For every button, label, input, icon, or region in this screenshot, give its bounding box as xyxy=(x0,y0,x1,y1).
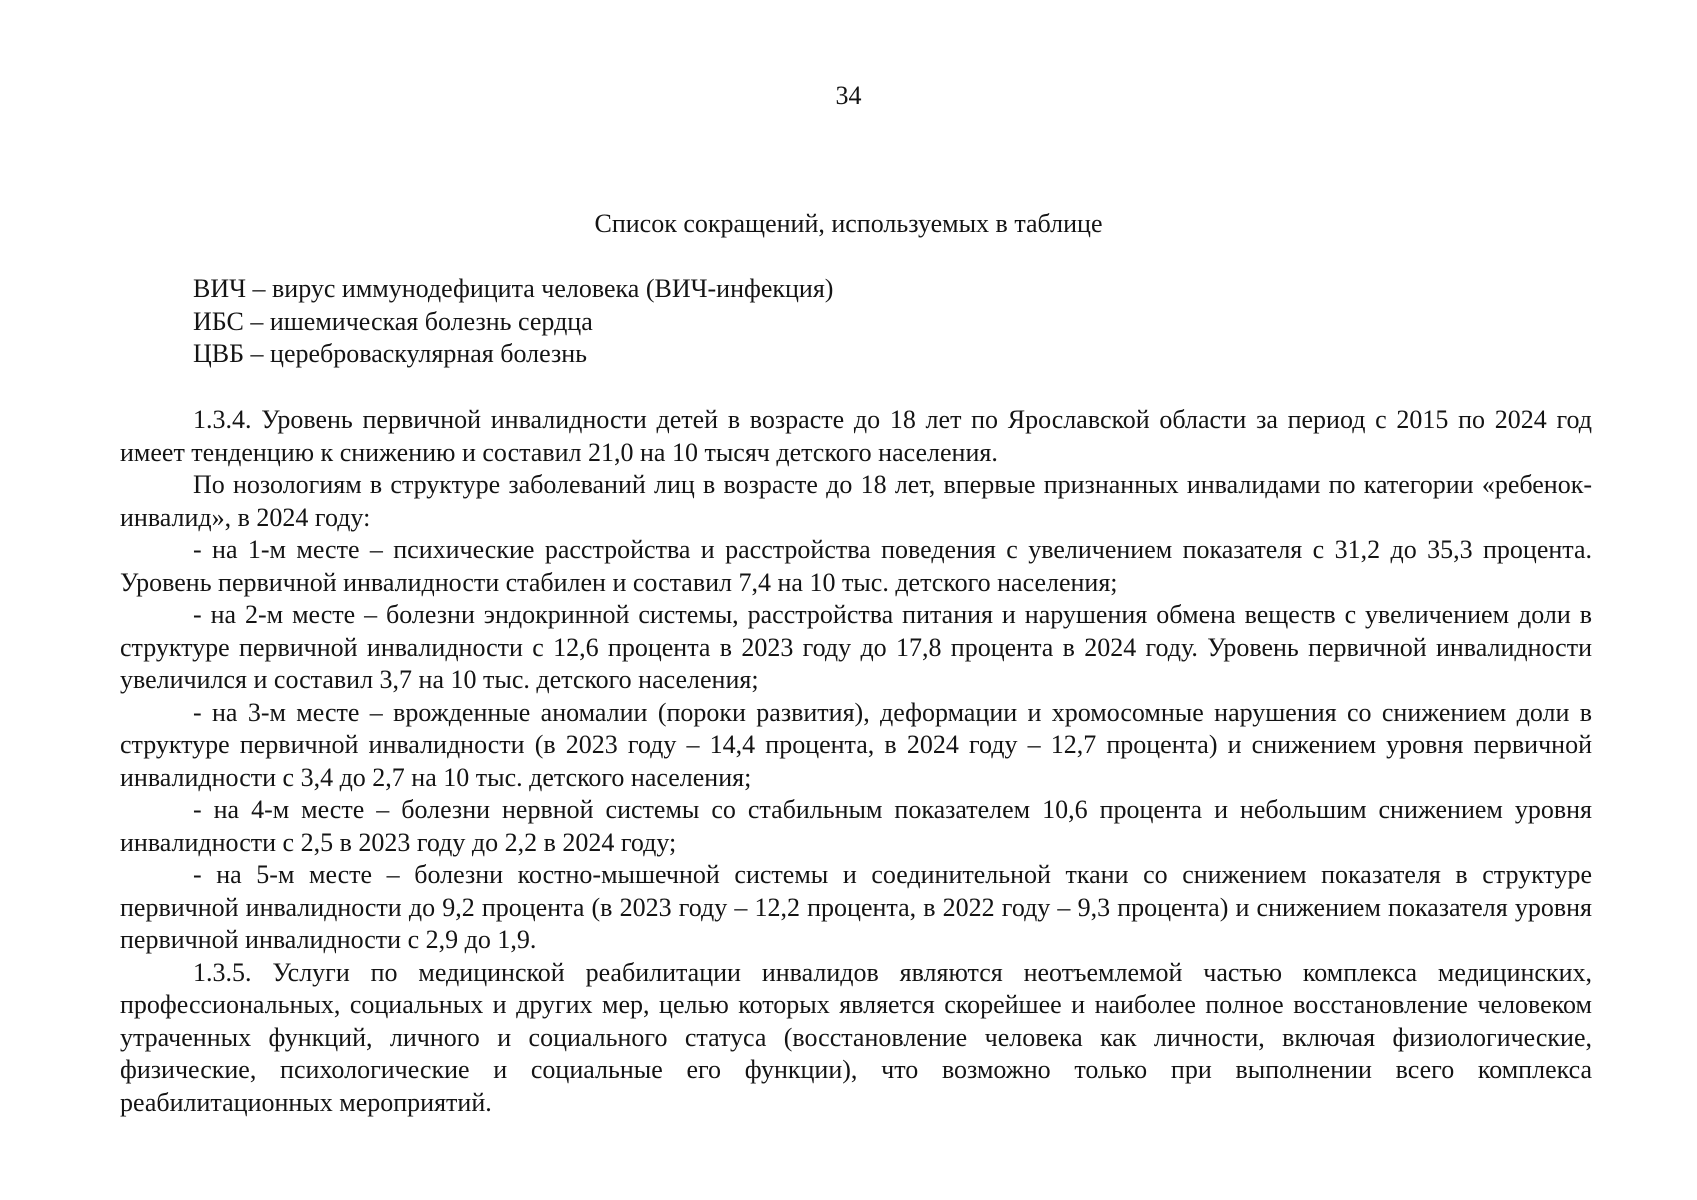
paragraph-1-3-4: 1.3.4. Уровень первичной инвалидности детей в возрасте до 18 лет по Ярославской области за период с 2015 по 2024 год имеет тенденцию к снижению и составил 21,0 на 10 тысяч детского населения. xyxy=(120,405,1592,467)
paragraph-1-3-5: 1.3.5. Услуги по медицинской реабилитации инвалидов являются неотъемлемой частью комплекса медицинских, профессиональных, социальных и других мер, целью которых является скорейшее и наиболее полное восстановление человеком утраченных функций, личного и социального статуса (восстановление человека как личности, включая физиологические, физические, психологические и социальные его функции), что возможно только при выполнении всего комплекса реабилитационных мероприятий. xyxy=(120,957,1592,1117)
page-number: 34 xyxy=(835,81,862,110)
abbreviation-item: ЦВБ – цереброваскулярная болезнь xyxy=(193,339,588,368)
abbreviation-item: ИБС – ишемическая болезнь сердца xyxy=(193,306,593,336)
abbreviations-title: Список сокращений, используемых в таблице xyxy=(594,209,1103,238)
abbreviations-list xyxy=(193,273,1593,371)
paragraph-rank-1: - на 1-м месте – психические расстройства и расстройства поведения с увеличением показателя с 31,2 до 35,3 процента. Уровень первичной инвалидности стабилен и составил 7,4 на 10 тыс. детского населения; xyxy=(120,535,1592,597)
paragraph-nosology-intro: По нозологиям в структуре заболеваний лиц в возрасте до 18 лет, впервые признанных инвалидами по категории «ребенок-инвалид», в 2024 году: xyxy=(120,470,1592,532)
body-text xyxy=(120,404,1592,1119)
paragraph-rank-2: - на 2-м месте – болезни эндокринной системы, расстройства питания и нарушения обмена веществ с увеличением доли в структуре первичной инвалидности с 12,6 процента в 2023 году до 17,8 процента в 2024 году. Уровень первичной инвалидности увеличился и составил 3,7 на 10 тыс. детского населения; xyxy=(120,600,1592,694)
paragraph-rank-3: - на 3-м месте – врожденные аномалии (пороки развития), деформации и хромосомные нарушения со снижением доли в структуре первичной инвалидности (в 2023 году – 14,4 процента, в 2024 году – 12,7 процента) и снижением уровня первичной инвалидности с 3,4 до 2,7 на 10 тыс. детского населения; xyxy=(120,697,1592,792)
abbreviation-item: ВИЧ – вирус иммунодефицита человека (ВИЧ-инфекция) xyxy=(193,274,834,303)
paragraph-rank-4: - на 4-м месте – болезни нервной системы со стабильным показателем 10,6 процента и небольшим снижением уровня инвалидности с 2,5 в 2023 году до 2,2 в 2024 году; xyxy=(120,795,1592,857)
paragraph-rank-5: - на 5-м месте – болезни костно-мышечной системы и соединительной ткани со снижением показателя в структуре первичной инвалидности до 9,2 процента (в 2023 году – 12,2 процента, в 2022 году – 9,3 процента) и снижением показателя уровня первичной инвалидности с 2,9 до 1,9. xyxy=(120,860,1592,954)
